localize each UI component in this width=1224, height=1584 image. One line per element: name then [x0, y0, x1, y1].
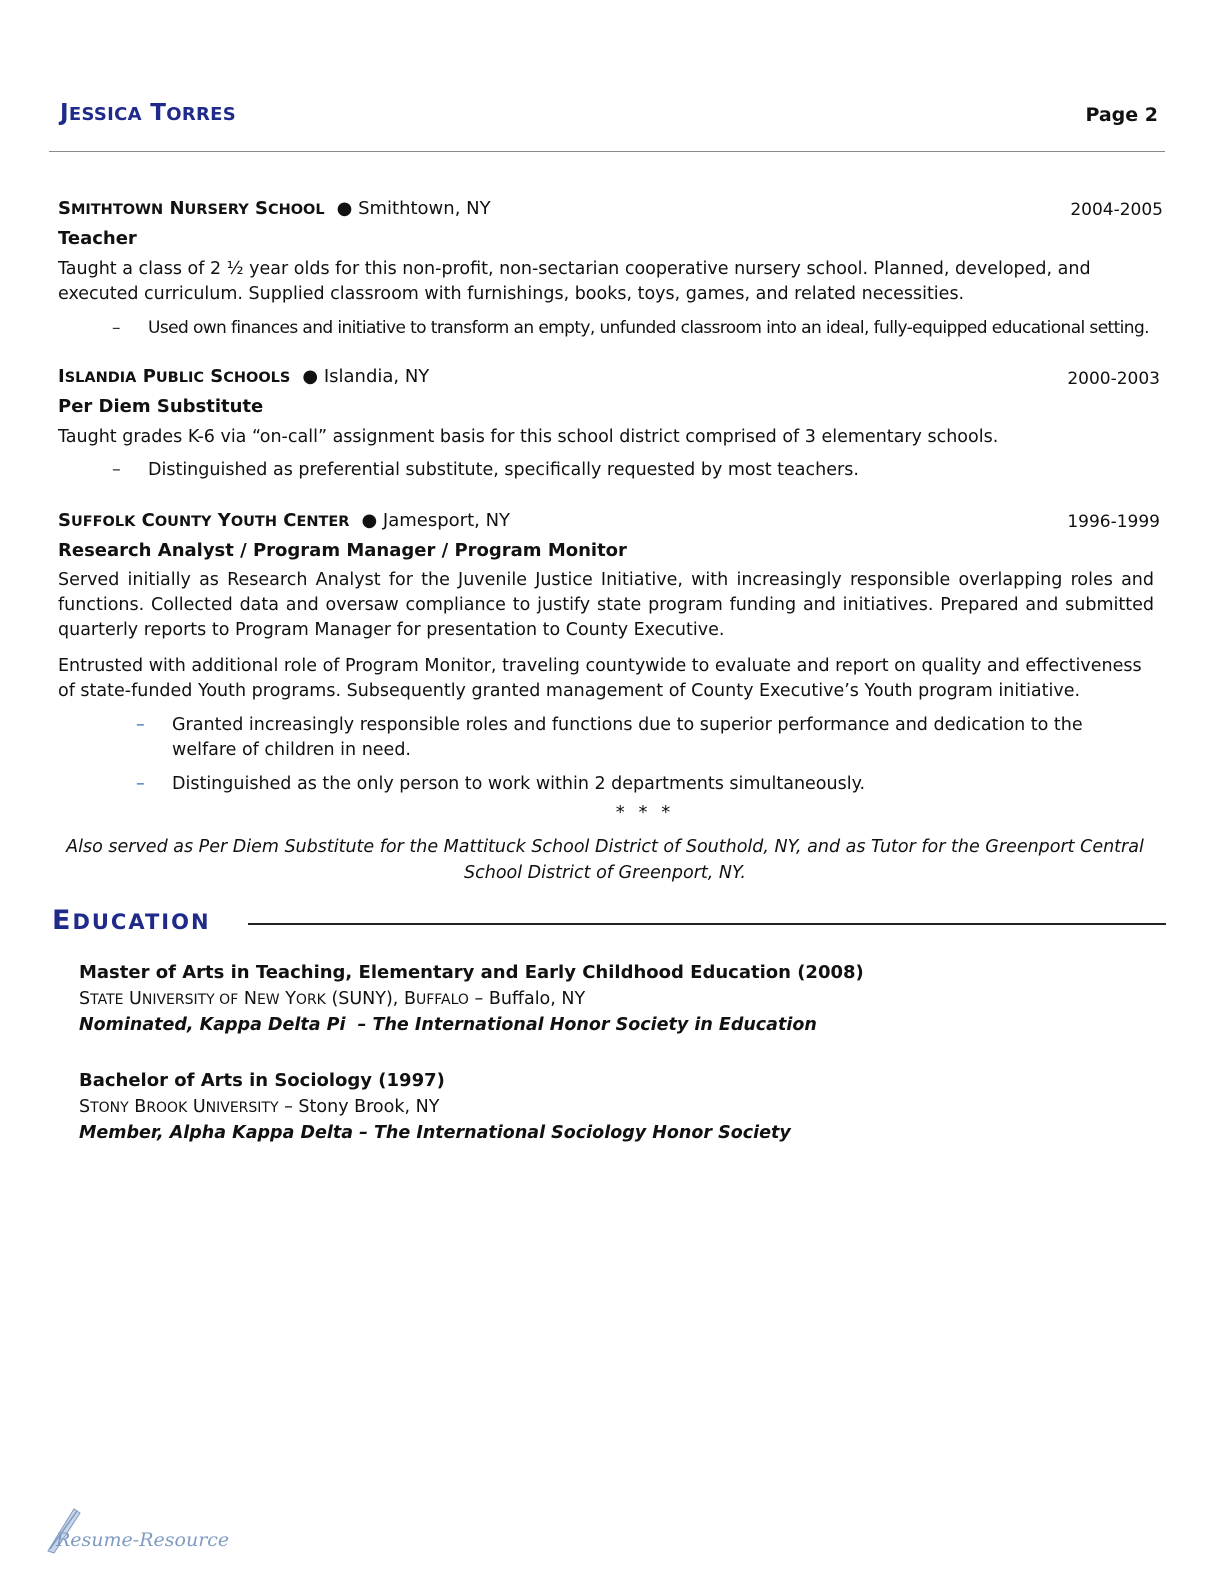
employer-line — [58, 198, 491, 219]
employer-name: SUFFOLK COUNTY YOUTH CENTER — [58, 510, 350, 531]
employer-line — [58, 366, 429, 387]
education-divider — [248, 923, 1166, 925]
page-number: Page 2 — [1085, 104, 1158, 126]
dash-icon: – — [136, 715, 145, 735]
job-dates: 1996-1999 — [1067, 512, 1160, 532]
job-dates: 2000-2003 — [1067, 369, 1160, 389]
school-line: STONY BROOK UNIVERSITY – Stony Brook, NY — [79, 1097, 440, 1117]
job-description: Taught a class of 2 ½ year olds for this non-profit, non-sectarian cooperative nursery school. Planned, developed, and executed curriculum. Supplied classroom with furnishings, books, toys, games, and related necessities. — [58, 259, 1091, 304]
section-title-education: EDUCATION — [52, 905, 211, 936]
job-title: Research Analyst / Program Manager / Program Monitor — [58, 540, 627, 561]
dash-icon: – — [112, 460, 121, 480]
bullet-separator: ● — [355, 510, 383, 531]
header-divider — [49, 151, 1165, 152]
degree-title: Bachelor of Arts in Sociology (1997) — [79, 1070, 445, 1091]
achievement-bullet: – Used own finances and initiative to transform an empty, unfunded classroom into an ideal, fully-equipped educational setting. — [148, 316, 1158, 341]
employer-location: Smithtown, NY — [358, 198, 491, 219]
job-description: Entrusted with additional role of Program Monitor, traveling countywide to evaluate and report on quality and effectiveness of state-funded Youth programs. Subsequently granted management of County Executive’s Youth program initiative. — [58, 656, 1142, 701]
employer-location: Jamesport, NY — [382, 510, 511, 531]
additional-experience-note: Also served as Per Diem Substitute for the Mattituck School District of Southold, NY, and as Tutor for the Greenport Central School District of Greenport, NY. — [66, 837, 1144, 883]
bullet-separator: ● — [296, 366, 324, 387]
degree-title: Master of Arts in Teaching, Elementary and Early Childhood Education (2008) — [79, 962, 864, 983]
honor-line: Nominated, Kappa Delta Pi – The International Honor Society in Education — [79, 1015, 817, 1035]
dash-icon: – — [112, 318, 120, 338]
achievement-bullet: – Distinguished as the only person to work within 2 departments simultaneously. — [172, 772, 1147, 797]
achievement-bullet: – Distinguished as preferential substitute, specifically requested by most teachers. — [148, 458, 1148, 483]
achievement-bullet: – Granted increasingly responsible roles and functions due to superior performance and dedication to the welfare of children in need. — [136, 715, 1083, 760]
job-title: Teacher — [58, 228, 137, 249]
bullet-separator: ● — [330, 198, 359, 219]
job-title: Per Diem Substitute — [58, 396, 264, 417]
logo-text: Resume-Resource — [56, 1529, 230, 1551]
section-separator: * * * — [615, 802, 675, 823]
job-description: Served initially as Research Analyst for the Juvenile Justice Initiative, with increasingly responsible overlapping roles and functions. Collected data and oversaw compliance to justify state program funding and initiatives. Prepared and submitted quarterly reports to Program Manager for presentation to County Executive. — [58, 570, 1154, 640]
employer-name: SMITHTOWN NURSERY SCHOOL — [58, 198, 325, 219]
footer-logo — [44, 1505, 244, 1557]
resume-name: JESSICA TORRES — [60, 100, 237, 126]
honor-line: Member, Alpha Kappa Delta – The International Sociology Honor Society — [79, 1123, 791, 1143]
employer-location: Islandia, NY — [323, 366, 430, 387]
dash-icon: – — [136, 774, 145, 794]
school-line: STATE UNIVERSITY OF NEW YORK (SUNY), BUFFALO – Buffalo, NY — [79, 989, 586, 1009]
employer-line — [58, 510, 510, 531]
job-dates: 2004-2005 — [1070, 200, 1163, 220]
employer-name: ISLANDIA PUBLIC SCHOOLS — [58, 366, 291, 387]
job-description: Taught grades K-6 via “on-call” assignment basis for this school district comprised of 3 elementary schools. — [58, 427, 999, 447]
